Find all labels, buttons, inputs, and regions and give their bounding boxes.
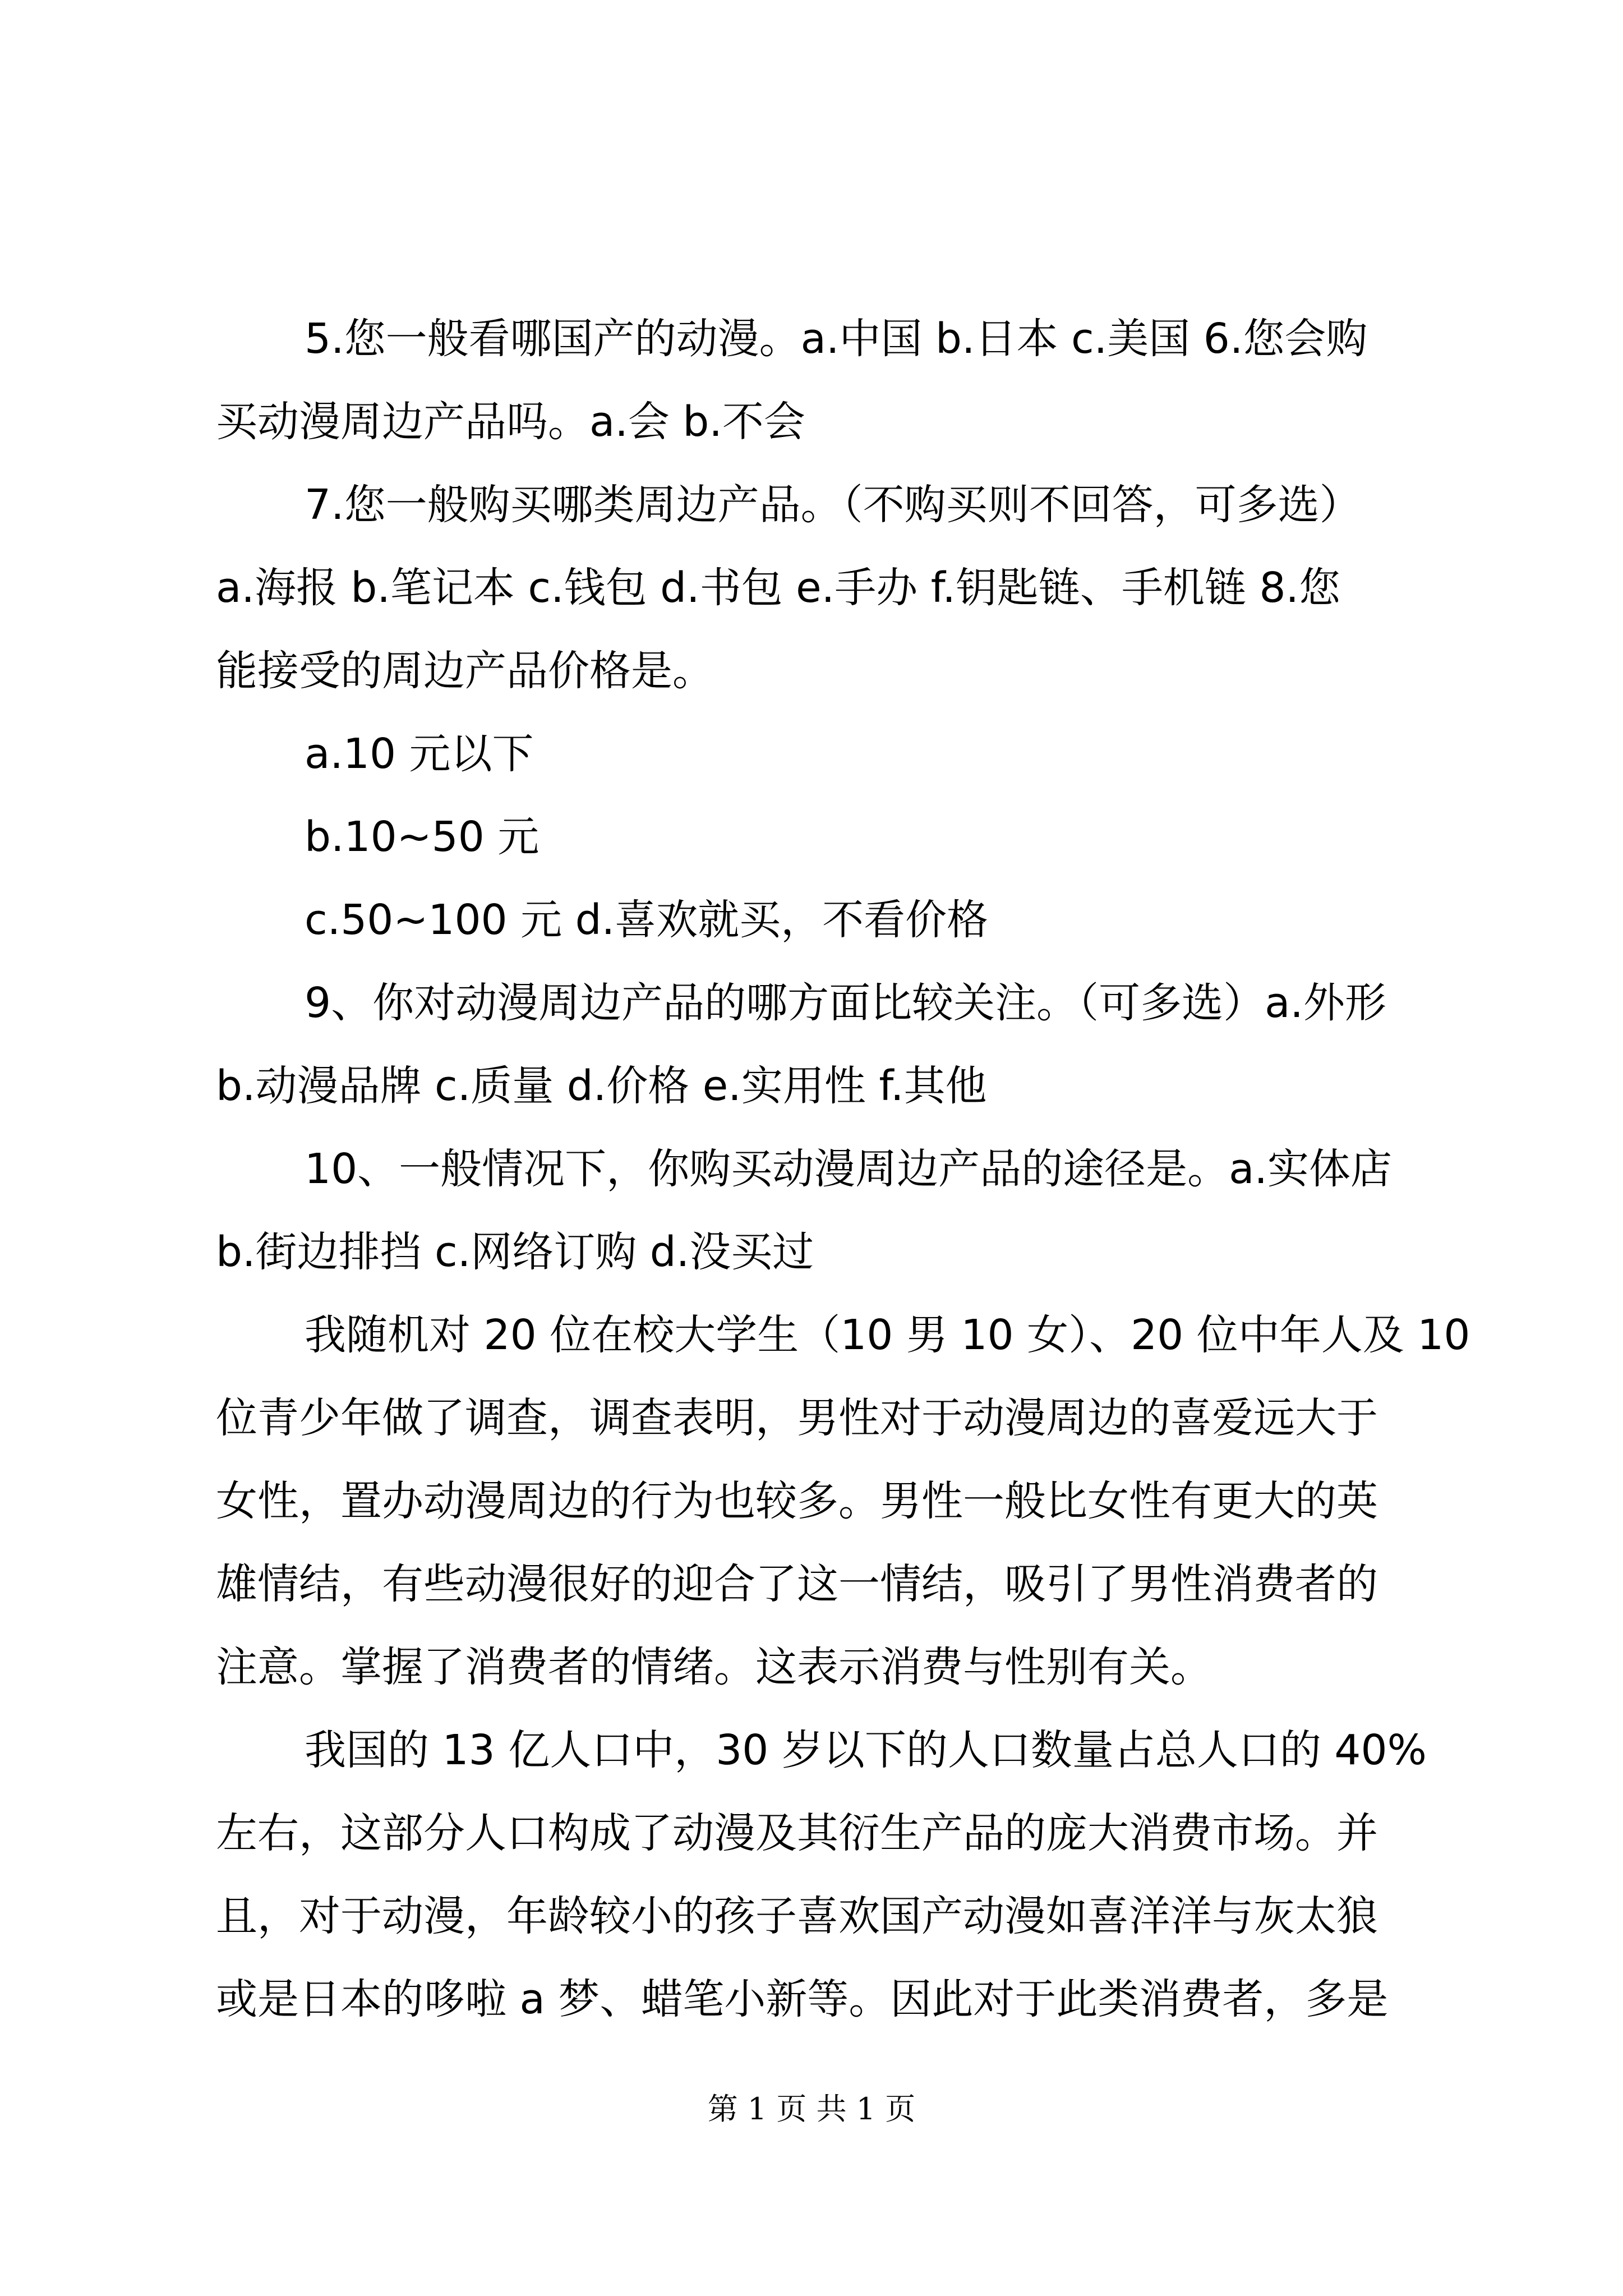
text-line: 位青少年做了调查，调查表明，男性对于动漫周边的喜爱远大于 bbox=[216, 1394, 1378, 1442]
text-line: 雄情结，有些动漫很好的迎合了这一情结，吸引了男性消费者的 bbox=[216, 1560, 1378, 1608]
text-line: 买动漫周边产品吗。a.会 b.不会 bbox=[216, 398, 805, 446]
text-line: 我随机对 20 位在校大学生（10 男 10 女）、20 位中年人及 10 bbox=[305, 1311, 1470, 1359]
text-line: 10、一般情况下，你购买动漫周边产品的途径是。a.实体店 bbox=[305, 1145, 1393, 1193]
text-line: 7.您一般购买哪类周边产品。（不购买则不回答，可多选） bbox=[305, 481, 1361, 529]
text-line: 且，对于动漫，年龄较小的孩子喜欢国产动漫如喜洋洋与灰太狼 bbox=[216, 1892, 1378, 1940]
text-line: 或是日本的哆啦 a 梦、蜡笔小新等。因此对于此类消费者，多是 bbox=[216, 1975, 1389, 2023]
text-line: b.街边排挡 c.网络订购 d.没买过 bbox=[216, 1228, 814, 1276]
text-line: b.10~50 元 bbox=[305, 813, 540, 861]
text-line: 9、你对动漫周边产品的哪方面比较关注。（可多选）a.外形 bbox=[305, 979, 1386, 1027]
text-line: 5.您一般看哪国产的动漫。a.中国 b.日本 c.美国 6.您会购 bbox=[305, 315, 1368, 363]
text-line: 能接受的周边产品价格是。 bbox=[216, 647, 714, 695]
text-line: 左右，这部分人口构成了动漫及其衍生产品的庞大消费市场。并 bbox=[216, 1809, 1378, 1857]
document-body bbox=[216, 297, 1470, 2041]
text-line: a.10 元以下 bbox=[305, 730, 534, 778]
text-line: b.动漫品牌 c.质量 d.价格 e.实用性 f.其他 bbox=[216, 1062, 987, 1110]
text-line: c.50~100 元 d.喜欢就买，不看价格 bbox=[305, 896, 989, 944]
text-line: 女性，置办动漫周边的行为也较多。男性一般比女性有更大的英 bbox=[216, 1477, 1378, 1525]
page-footer: 第 1 页 共 1 页 bbox=[707, 2091, 916, 2127]
text-line: a.海报 b.笔记本 c.钱包 d.书包 e.手办 f.钥匙链、手机链 8.您 bbox=[216, 564, 1341, 612]
text-line: 我国的 13 亿人口中，30 岁以下的人口数量占总人口的 40% bbox=[305, 1726, 1427, 1774]
text-line: 注意。掌握了消费者的情绪。这表示消费与性别有关。 bbox=[216, 1643, 1212, 1691]
